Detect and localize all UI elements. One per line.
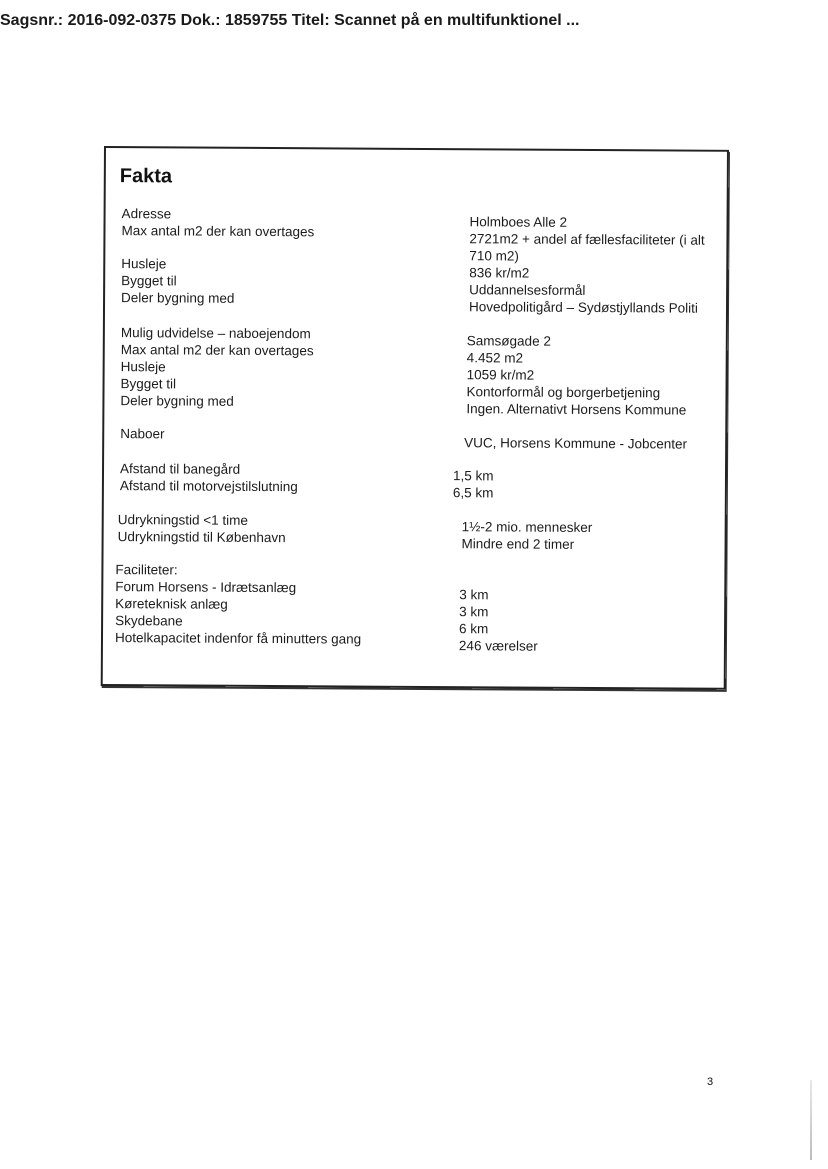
page-number: 3 [707,1076,714,1088]
value-max-m2-cont: 710 m2) [469,248,519,264]
label-deler-bygning: Deler bygning med [121,290,235,306]
value-max-m2-nabo: 4.452 m2 [466,350,524,366]
value-deler-bygning: Hovedpolitigård – Sydøstjyllands Politi [468,299,698,316]
value-adresse: Holmboes Alle 2 [469,214,568,230]
value-deler-bygning-nabo: Ingen. Alternativt Horsens Kommune [466,401,687,418]
value-bygget-til: Uddannelsesformål [469,282,586,298]
value-husleje-nabo: 1059 kr/m2 [466,367,535,383]
value-husleje: 836 kr/m2 [469,265,530,281]
value-skydebane: 6 km [459,621,489,637]
value-afstand-banegaard: 1,5 km [452,468,494,484]
value-koereteknisk: 3 km [459,604,489,620]
label-afstand-banegaard: Afstand til banegård [119,461,241,477]
value-bygget-til-nabo: Kontorformål og borgerbetjening [466,384,661,401]
label-udrykningstid-1: Udrykningstid <1 time [117,512,248,528]
value-afstand-motorvej: 6,5 km [452,485,494,501]
label-bygget-til: Bygget til [121,273,177,289]
label-hotelkapacitet: Hotelkapacitet indenfor få minutters gang [114,630,362,647]
value-forum-horsens: 3 km [459,587,489,603]
label-koereteknisk: Køreteknisk anlæg [115,596,228,612]
label-forum-horsens: Forum Horsens - Idrætsanlæg [115,579,297,596]
value-udrykningstid-kbh: Mindre end 2 timer [461,536,575,552]
label-faciliteter: Faciliteter: [115,562,178,578]
value-udrykningstid-1: 1½-2 mio. mennesker [461,519,593,535]
label-bygget-til-nabo: Bygget til [120,376,177,392]
label-skydebane: Skydebane [115,613,183,629]
label-husleje: Husleje [121,256,167,272]
fact-box-title: Fakta [119,165,173,188]
value-naboer: VUC, Horsens Kommune - Jobcenter [464,435,688,452]
value-mulig-udvidelse: Samsøgade 2 [466,333,551,349]
label-deler-bygning-nabo: Deler bygning med [120,393,234,409]
label-adresse: Adresse [121,206,172,222]
document-header: Sagsnr.: 2016-092-0375 Dok.: 1859755 Titel: Scannet på en multifunktionel ... [0,12,580,29]
fact-box [101,146,729,690]
label-naboer: Naboer [120,426,165,442]
label-husleje-nabo: Husleje [120,359,166,375]
label-udrykningstid-kbh: Udrykningstid til København [117,529,286,546]
value-max-m2: 2721m2 + andel af fællesfaciliteter (i alt [469,231,705,248]
label-afstand-motorvej: Afstand til motorvejstilslutning [119,478,298,495]
value-hotelkapacitet: 246 værelser [458,638,538,654]
scan-edge-mark [810,1080,812,1160]
label-max-m2-nabo: Max antal m2 der kan overtages [120,342,314,359]
label-max-m2: Max antal m2 der kan overtages [121,223,315,240]
label-mulig-udvidelse: Mulig udvidelse – naboejendom [120,325,311,342]
